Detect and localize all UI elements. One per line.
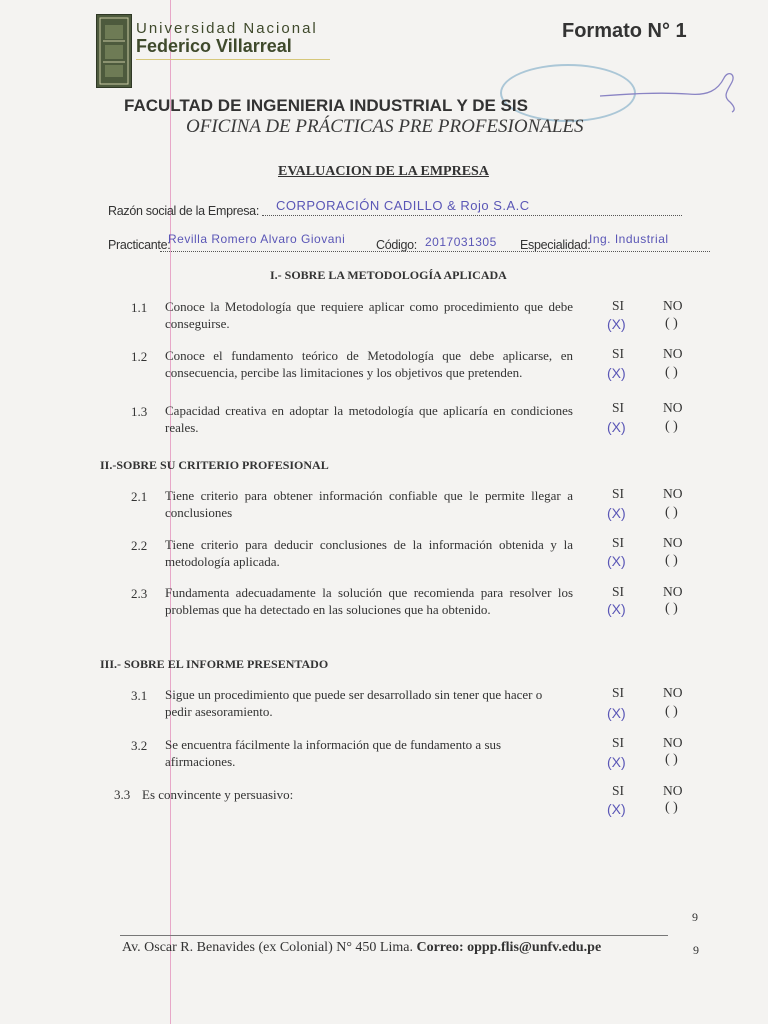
item-number: 3.2 <box>131 738 148 753</box>
faculty-name: FACULTAD DE INGENIERIA INDUSTRIAL Y DE SIS <box>124 96 528 115</box>
yes-checkbox[interactable]: (X) <box>607 419 626 435</box>
no-checkbox[interactable]: ( ) <box>665 505 678 520</box>
yes-label: SI <box>612 783 625 798</box>
yes-checkbox[interactable]: (X) <box>607 365 626 381</box>
item-number: 1.3 <box>131 404 148 419</box>
no-checkbox[interactable]: ( ) <box>665 800 678 815</box>
section-heading: II.-SOBRE SU CRITERIO PROFESIONAL <box>100 458 329 472</box>
university-logo-icon <box>96 14 132 88</box>
no-label: NO <box>663 400 683 415</box>
item-number: 1.1 <box>131 300 148 315</box>
yes-label: SI <box>612 486 625 501</box>
intern-value: Revilla Romero Alvaro Giovani <box>168 232 346 246</box>
code-value: 2017031305 <box>425 235 497 249</box>
format-number: Formato N° 1 <box>562 20 687 42</box>
university-name-line1: Universidad Nacional <box>136 20 318 37</box>
yes-label: SI <box>612 685 625 700</box>
no-checkbox[interactable]: ( ) <box>665 419 678 434</box>
no-label: NO <box>663 486 683 501</box>
footer-address: Av. Oscar R. Benavides (ex Colonial) N° 450 Lima. <box>122 940 413 955</box>
page-number: 9 <box>692 910 698 924</box>
yes-label: SI <box>612 346 625 361</box>
no-label: NO <box>663 584 683 599</box>
item-number: 3.3 <box>114 787 131 802</box>
no-checkbox[interactable]: ( ) <box>665 601 678 616</box>
company-dotted-line <box>262 214 682 216</box>
yes-checkbox[interactable]: (X) <box>607 316 626 332</box>
signature-icon <box>598 66 738 119</box>
item-number: 2.1 <box>131 489 148 504</box>
yes-label: SI <box>612 298 625 313</box>
office-name: OFICINA DE PRÁCTICAS PRE PROFESIONALES <box>186 116 584 137</box>
footer-divider <box>120 935 668 936</box>
specialty-label: Especialidad: <box>520 238 591 252</box>
item-text: Es convincente y persuasivo: <box>142 787 294 802</box>
yes-checkbox[interactable]: (X) <box>607 754 626 770</box>
university-name-line2: Federico Villarreal <box>136 36 292 56</box>
no-label: NO <box>663 685 683 700</box>
company-label: Razón social de la Empresa: <box>108 204 260 218</box>
no-label: NO <box>663 735 683 750</box>
section-heading: III.- SOBRE EL INFORME PRESENTADO <box>100 657 329 671</box>
yes-label: SI <box>612 400 625 415</box>
company-value: CORPORACIÓN CADILLO & Rojo S.A.C <box>276 198 530 213</box>
section-heading: I.- SOBRE LA METODOLOGÍA APLICADA <box>270 268 507 282</box>
item-number: 1.2 <box>131 349 148 364</box>
item-number: 3.1 <box>131 688 148 703</box>
footer-email: Correo: oppp.flis@unfv.edu.pe <box>416 940 602 955</box>
yes-checkbox[interactable]: (X) <box>607 601 626 617</box>
yes-label: SI <box>612 535 625 550</box>
item-text: Fundamenta adecuadamente la solución que recomienda para resolver los problemas que ha detectado en las soluciones que ha obtenido. <box>165 585 573 617</box>
item-text: Tiene criterio para deducir conclusiones de la información obtenida y la metodología aplicada. <box>165 537 573 569</box>
no-label: NO <box>663 346 683 361</box>
item-text: Conoce el fundamento teórico de Metodología que debe aplicarse, en consecuencia, percibe las limitaciones y los objetivos que pretenden. <box>165 348 573 380</box>
yes-label: SI <box>612 735 625 750</box>
item-text: Tiene criterio para obtener información confiable que le permite llegar a conclusiones <box>165 488 573 520</box>
no-checkbox[interactable]: ( ) <box>665 316 678 331</box>
no-checkbox[interactable]: ( ) <box>665 553 678 568</box>
code-label: Código: <box>376 238 417 252</box>
intern-dotted-line <box>160 250 710 252</box>
no-checkbox[interactable]: ( ) <box>665 365 678 380</box>
footer-text <box>122 940 601 956</box>
item-text: Se encuentra fácilmente la información que de fundamento a sus afirmaciones. <box>165 737 502 769</box>
yes-checkbox[interactable]: (X) <box>607 505 626 521</box>
intern-label: Practicante: <box>108 238 171 252</box>
item-text: Conoce la Metodología que requiere aplicar como procedimiento que debe conseguirse. <box>165 299 573 331</box>
page-title: EVALUACION DE LA EMPRESA <box>278 164 489 179</box>
yes-label: SI <box>612 584 625 599</box>
yes-checkbox[interactable]: (X) <box>607 801 626 817</box>
no-label: NO <box>663 298 683 313</box>
item-text: Capacidad creativa en adoptar la metodología que aplicaría en condiciones reales. <box>165 403 573 435</box>
item-number: 2.2 <box>131 538 148 553</box>
no-checkbox[interactable]: ( ) <box>665 752 678 767</box>
page-number: 9 <box>693 943 699 957</box>
yes-checkbox[interactable]: (X) <box>607 553 626 569</box>
no-label: NO <box>663 535 683 550</box>
no-checkbox[interactable]: ( ) <box>665 704 678 719</box>
header-divider <box>136 59 330 60</box>
no-label: NO <box>663 783 683 798</box>
specialty-value: Ing. Industrial <box>589 232 669 246</box>
yes-checkbox[interactable]: (X) <box>607 705 626 721</box>
item-number: 2.3 <box>131 586 148 601</box>
item-text: Sigue un procedimiento que puede ser desarrollado sin tener que hacer o pedir asesoramiento. <box>165 687 543 719</box>
